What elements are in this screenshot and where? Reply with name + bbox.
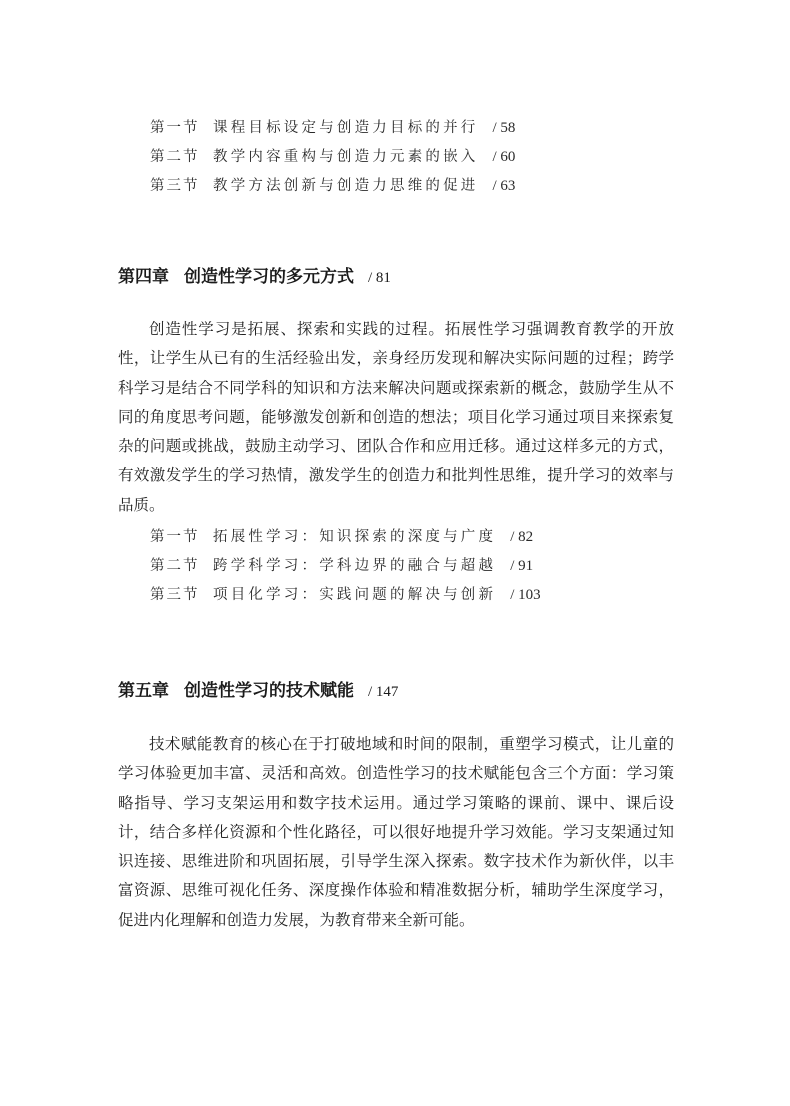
section-title: 跨学科学习：学科边界的融合与超越 [213,558,497,574]
toc-entry[interactable] [150,581,541,610]
section-title: 项目化学习：实践问题的解决与创新 [213,587,497,603]
chapter-summary-4: 创造性学习是拓展、探索和实践的过程。拓展性学习强调教育教学的开放性，让学生从已有的生活经验出发，亲身经历发现和解决实际问题的过程；跨学科学习是结合不同学科的知识和方法来解决问题或探索新的概念，鼓励学生从不同的角度思考问题，能够激发创新和创造的想法；项目化学习通过项目来探索复杂的问题或挑战，鼓励主动学习、团队合作和应用迁移。通过这样多元的方式，有效激发学生的学习热情，激发学生的创造力和批判性思维，提升学习的效率与品质。 [118,320,674,514]
chapter-heading-5[interactable] [118,676,398,701]
chapter-number: 第四章 [118,267,169,287]
section-number: 第二节 [150,558,200,574]
section-list-chapter3 [150,114,515,201]
toc-entry[interactable] [150,172,515,201]
section-title: 教学内容重构与创造力元素的嵌入 [213,149,479,165]
page-number: / 147 [368,684,399,700]
section-number: 第一节 [150,529,200,545]
toc-entry[interactable] [150,143,515,172]
section-number: 第三节 [150,178,200,194]
toc-entry[interactable] [150,114,515,143]
section-title: 教学方法创新与创造力思维的促进 [213,178,479,194]
page-number: / 82 [510,529,534,545]
page-number: / 103 [510,587,541,603]
chapter-title: 创造性学习的多元方式 [184,267,354,287]
page-number: / 63 [492,178,516,194]
section-number: 第一节 [150,120,200,136]
section-number: 第二节 [150,149,200,165]
section-title: 拓展性学习：知识探索的深度与广度 [213,529,497,545]
page-number: / 58 [492,120,516,136]
chapter-title: 创造性学习的技术赋能 [184,681,354,701]
chapter-number: 第五章 [118,681,169,701]
chapter-heading-4[interactable] [118,262,391,287]
page-number: / 81 [368,270,391,286]
page-number: / 60 [492,149,516,165]
section-title: 课程目标设定与创造力目标的并行 [213,120,479,136]
section-number: 第三节 [150,587,200,603]
section-list-chapter4 [150,523,541,610]
page-number: / 91 [510,558,534,574]
toc-entry[interactable] [150,523,541,552]
chapter-summary-5: 技术赋能教育的核心在于打破地域和时间的限制，重塑学习模式，让儿童的学习体验更加丰富、灵活和高效。创造性学习的技术赋能包含三个方面：学习策略指导、学习支架运用和数字技术运用。通过学习策略的课前、课中、课后设计，结合多样化资源和个性化路径，可以很好地提升学习效能。学习支架通过知识连接、思维进阶和巩固拓展，引导学生深入探索。数字技术作为新伙伴，以丰富资源、思维可视化任务、深度操作体验和精准数据分析，辅助学生深度学习，促进内化理解和创造力发展，为教育带来全新可能。 [118,735,674,929]
toc-entry[interactable] [150,552,541,581]
